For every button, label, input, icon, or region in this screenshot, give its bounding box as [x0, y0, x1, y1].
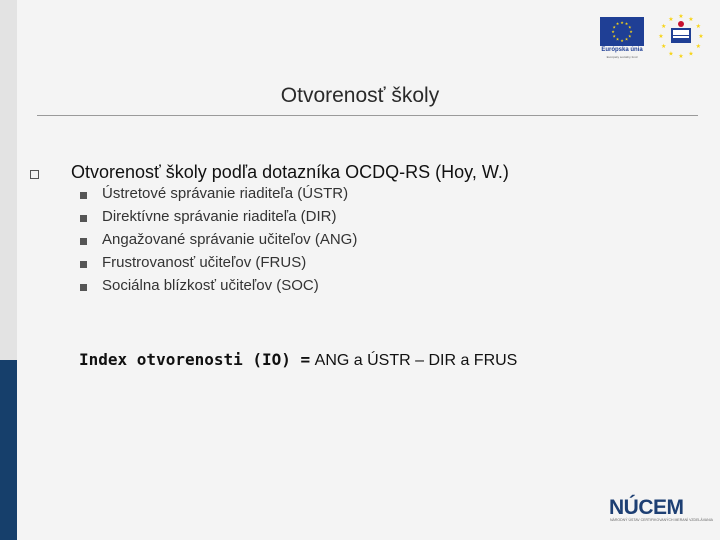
nucem-wordmark: NÚCEM: [609, 496, 684, 519]
esf-star-icon: ★: [688, 16, 694, 23]
eu-star-icon: ★: [627, 24, 632, 30]
nucem-logo: [607, 496, 713, 528]
filled-square-bullet-icon: [80, 238, 87, 245]
esf-logo: [657, 14, 705, 60]
index-formula-line: [79, 350, 517, 370]
sidebar-light-band: [0, 0, 17, 360]
index-label: Index otvorenosti (IO) =: [79, 350, 311, 369]
filled-square-bullet-icon: [80, 192, 87, 199]
esf-star-icon: ★: [658, 34, 664, 41]
sidebar-dark-band: [0, 360, 17, 540]
esf-star-icon: ★: [668, 16, 674, 23]
nucem-subtitle: NÁRODNÝ ÚSTAV CERTIFIKOVANÝCH MERANÍ VZDELÁVANIA: [610, 518, 713, 522]
sub-bullet-text: Sociálna blízkosť učiteľov (SOC): [102, 277, 319, 294]
eu-subcaption: Európsky sociálny fond: [606, 55, 638, 59]
eu-stars-icon: [600, 17, 644, 46]
title-divider: [37, 115, 698, 116]
eu-star-icon: ★: [612, 33, 617, 39]
esf-star-icon: ★: [678, 54, 684, 60]
eu-star-icon: ★: [620, 37, 624, 43]
esf-star-icon: ★: [660, 44, 667, 51]
eu-star-icon: ★: [624, 21, 629, 27]
esf-star-icon: ★: [678, 14, 684, 21]
esf-star-icon: ★: [688, 51, 694, 58]
eu-star-icon: ★: [624, 36, 629, 42]
eu-star-icon: ★: [615, 21, 620, 27]
sub-bullet-text: Direktívne správanie riaditeľa (DIR): [102, 208, 337, 225]
filled-square-bullet-icon: [80, 215, 87, 222]
filled-square-bullet-icon: [80, 261, 87, 268]
eu-star-icon: ★: [627, 33, 632, 39]
esf-emblem-icon: [657, 14, 705, 60]
index-formula: ANG a ÚSTR – DIR a FRUS: [314, 352, 518, 369]
esf-star-icon: ★: [660, 24, 667, 31]
esf-star-icon: ★: [695, 44, 702, 51]
eu-star-icon: ★: [615, 36, 620, 42]
eu-star-icon: ★: [611, 28, 615, 34]
esf-star-icon: ★: [695, 24, 702, 31]
filled-square-bullet-icon: [80, 284, 87, 291]
eu-caption: Európska únia: [601, 47, 643, 53]
left-sidebar: [0, 0, 17, 540]
square-bullet-icon: [30, 170, 39, 179]
eu-logo: [596, 15, 648, 59]
eu-star-icon: ★: [620, 19, 624, 25]
slide-title: Otvorenosť školy: [280, 84, 440, 107]
eu-flag: [600, 17, 644, 46]
esf-star-icon: ★: [668, 51, 674, 58]
esf-star-icon: ★: [698, 34, 704, 41]
sub-bullet-text: Ústretové správanie riaditeľa (ÚSTR): [102, 185, 349, 202]
eu-star-icon: ★: [629, 28, 633, 34]
eu-star-icon: ★: [612, 24, 617, 30]
sub-bullet-text: Angažované správanie učiteľov (ANG): [102, 231, 358, 248]
sub-bullet-text: Frustrovanosť učiteľov (FRUS): [102, 254, 307, 271]
main-bullet-text: Otvorenosť školy podľa dotazníka OCDQ-RS (Hoy, W.): [71, 162, 509, 182]
